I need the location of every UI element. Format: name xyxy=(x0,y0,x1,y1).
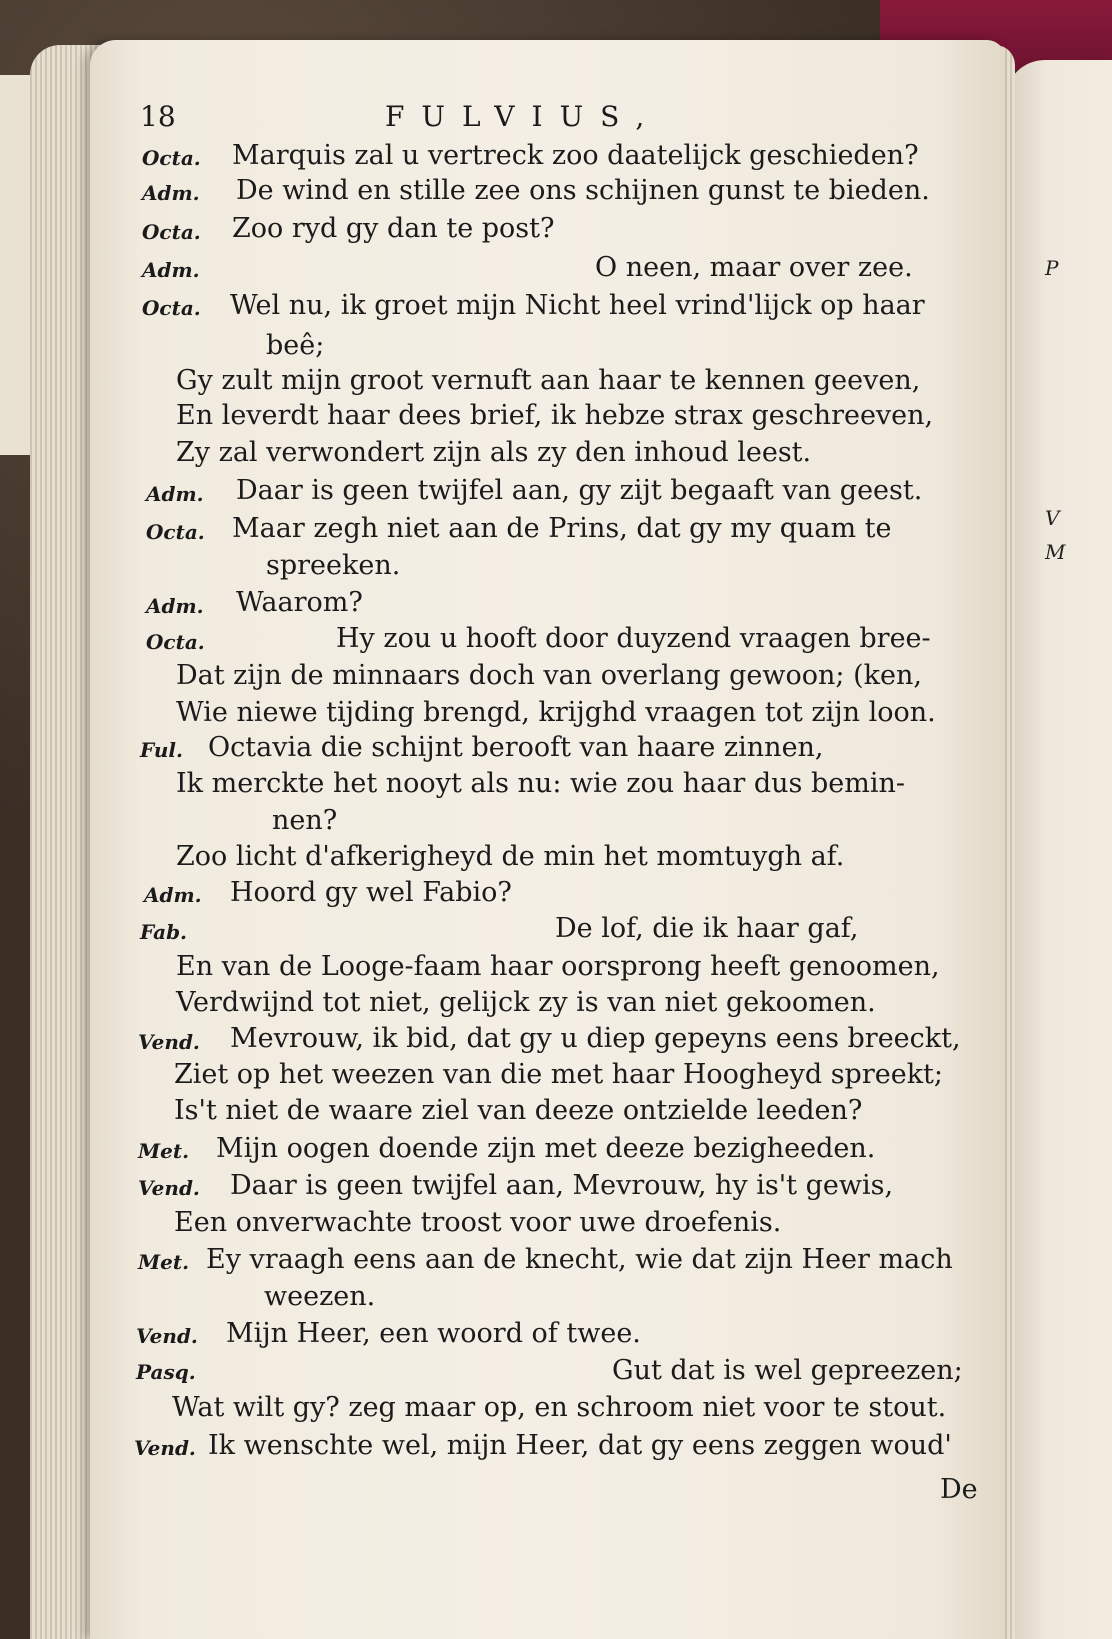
speaker-label: Met. xyxy=(138,1250,190,1274)
speaker-label: Adm. xyxy=(144,883,202,907)
verse-line: Wel nu, ik groet mijn Nicht heel vrind'lijck op haar xyxy=(230,290,925,321)
facing-page-fragment: P xyxy=(1045,256,1059,280)
speaker-label: Vend. xyxy=(138,1030,200,1054)
speaker-label: Adm. xyxy=(142,181,200,205)
speaker-label: Octa. xyxy=(142,296,201,320)
verse-line: Ey vraagh eens aan de knecht, wie dat zijn Heer mach xyxy=(206,1244,953,1275)
speaker-label: Pasq. xyxy=(136,1360,196,1384)
verse-line: Ziet op het weezen van die met haar Hoogheyd spreekt; xyxy=(174,1059,943,1090)
speaker-label: Vend. xyxy=(134,1436,196,1460)
speaker-label: Octa. xyxy=(146,520,205,544)
verse-line: spreeken. xyxy=(266,550,401,581)
verse-line: Zoo licht d'afkerigheyd de min het momtuygh af. xyxy=(176,841,845,872)
verse-line: Daar is geen twijfel aan, Mevrouw, hy is't gewis, xyxy=(230,1170,894,1201)
speaker-label: Octa. xyxy=(142,220,201,244)
verse-line: beê; xyxy=(266,330,325,361)
catchword: De xyxy=(940,1474,978,1505)
facing-page-fragment: V xyxy=(1045,506,1060,530)
verse-line: Zy zal verwondert zijn als zy den inhoud leest. xyxy=(176,437,812,468)
verse-line: Mijn Heer, een woord of twee. xyxy=(226,1318,641,1349)
verse-line: nen? xyxy=(272,805,338,836)
verse-line: Waarom? xyxy=(236,587,363,618)
verse-line: Een onverwachte troost voor uwe droefenis. xyxy=(174,1207,782,1238)
speaker-label: Vend. xyxy=(136,1324,198,1348)
verse-line: Daar is geen twijfel aan, gy zijt begaaft van geest. xyxy=(236,475,923,506)
verse-line: Marquis zal u vertreck zoo daatelijck geschieden? xyxy=(232,140,919,171)
facing-page-fragment: M xyxy=(1045,540,1066,564)
verse-line: O neen, maar over zee. xyxy=(595,252,913,283)
speaker-label: Adm. xyxy=(142,258,200,282)
verse-line: Mevrouw, ik bid, dat gy u diep gepeyns eens breeckt, xyxy=(230,1023,961,1054)
speaker-label: Fab. xyxy=(140,920,188,944)
verse-line: De wind en stille zee ons schijnen gunst te bieden. xyxy=(236,175,930,206)
verse-line: Hoord gy wel Fabio? xyxy=(230,877,512,908)
verse-line: weezen. xyxy=(264,1281,376,1312)
verse-line: En van de Looge-faam haar oorsprong heeft genoomen, xyxy=(176,951,940,982)
speaker-label: Ful. xyxy=(140,738,183,762)
verse-line: Is't niet de waare ziel van deeze ontzielde leeden? xyxy=(174,1095,863,1126)
verse-line: En leverdt haar dees brief, ik hebze strax geschreeven, xyxy=(176,400,934,431)
verse-line: Wat wilt gy? zeg maar op, en schroom niet voor te stout. xyxy=(172,1392,947,1423)
speaker-label: Vend. xyxy=(138,1176,200,1200)
verse-line: Mijn oogen doende zijn met deeze bezigheeden. xyxy=(216,1133,876,1164)
verse-line: Maar zegh niet aan de Prins, dat gy my quam te xyxy=(232,513,892,544)
speaker-label: Adm. xyxy=(146,482,204,506)
verse-line: Gy zult mijn groot vernuft aan haar te kennen geeven, xyxy=(176,365,921,396)
page-number: 18 xyxy=(140,100,176,133)
running-title: FULVIUS, xyxy=(385,100,662,133)
verse-line: Wie niewe tijding brengd, krijghd vraagen tot zijn loon. xyxy=(176,697,936,728)
verse-line: Dat zijn de minnaars doch van overlang gewoon; (ken, xyxy=(176,660,922,691)
speaker-label: Octa. xyxy=(142,146,201,170)
verse-line: Zoo ryd gy dan te post? xyxy=(232,213,555,244)
verse-line: De lof, die ik haar gaf, xyxy=(555,913,859,944)
verse-line: Hy zou u hooft door duyzend vraagen bree- xyxy=(336,623,931,654)
verse-line: Octavia die schijnt berooft van haare zinnen, xyxy=(208,732,824,763)
verse-line: Ik merckte het nooyt als nu: wie zou haar dus bemin- xyxy=(176,768,905,799)
verse-line: Ik wenschte wel, mijn Heer, dat gy eens zeggen woud' xyxy=(208,1430,952,1461)
speaker-label: Adm. xyxy=(146,594,204,618)
verse-line: Gut dat is wel gepreezen; xyxy=(612,1355,963,1386)
speaker-label: Met. xyxy=(138,1139,190,1163)
speaker-label: Octa. xyxy=(146,630,205,654)
verse-line: Verdwijnd tot niet, gelijck zy is van niet gekoomen. xyxy=(176,987,876,1018)
